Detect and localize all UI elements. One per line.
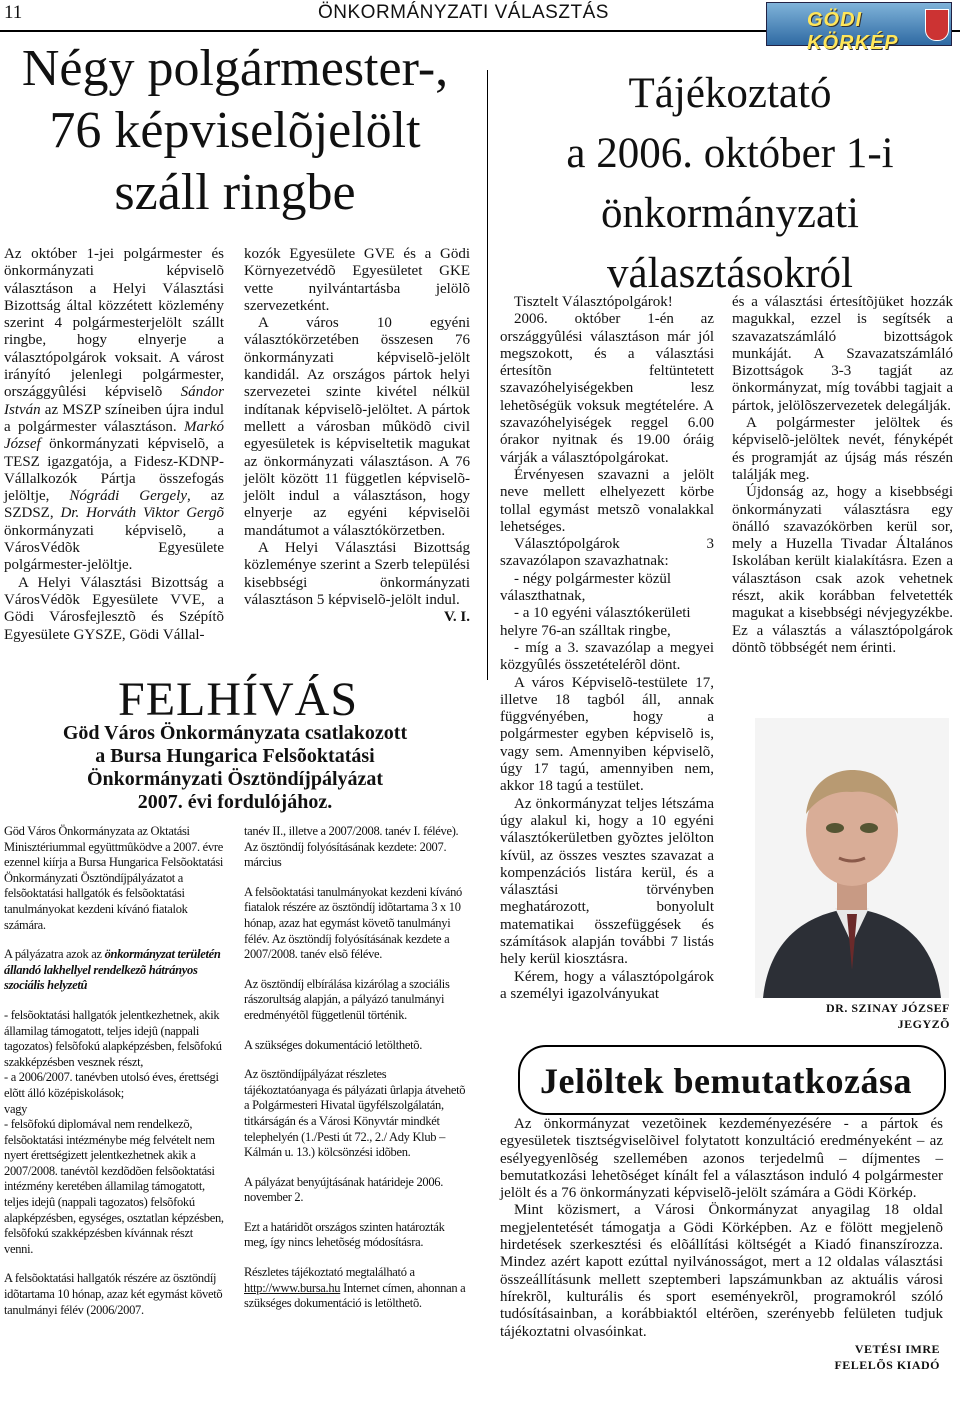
photo-caption-name: DR. SZINAY JÓZSEF <box>826 1001 950 1015</box>
portrait-photo <box>755 718 949 998</box>
photo-caption <box>740 1000 950 1032</box>
section-title: ÖNKORMÁNYZATI VÁLASZTÁS <box>318 2 609 23</box>
info-headline-line: a 2006. október 1-i <box>566 130 894 177</box>
intro-signature-name: VETÉSI IMRE <box>854 1341 940 1356</box>
intro-body-text: Az önkormányzat vezetõinek kezdeményezésére - a pártok és egyesületek tisztségviselõivel folytatott konzultáció eredményeként – az esélyegyenlõség szellemében azonos terjedelmû – díjmentes – bemutatkozási lehetõséget kínált fel a választáson induló 4 polgármester jelölt és a 76 önkormányzati képviselõ-jelölt számára a Gödi Körkép. Mint közismert, a Városi Önkormányzat anyagilag 18 oldal megjelentetését támogatja a Gödi Körképben. Az e fölött megjelenõ hirdetések szerkesztési és elõállítási költségét a Kiadó finanszírozza. Mindez azért kapott ezúttal nyilvánosságot, mert a 12 oldalas választási összeállításunk mellett szeptemberi lapszámunkban az aktuális városi hírekrõl, kulturális és sport eseményekrõl, programokról szóló tudósításainban, a korábbiaktól eltérõen, szerényebb felületen tudjuk tájékoztatni olvasóinkat. <box>500 1116 943 1340</box>
intro-signature-role: FELELÕS KIADÓ <box>834 1357 940 1372</box>
info-column-left: Tisztelt Választópolgárok! 2006. október 1-én az országgyûlési választáson már jól megszokott, és a választási értesítõn feltüntetett szavazóhelyiségekben lesz lehetõségük voksuk megtételére. A szavazóhelyiségek reggel 6.00 órakor nyitnak és 19.00 óráig várják a választópolgárokat. Érvényesen szavazni a jelölt neve mellett elhelyezett körbe tollal egymást metszõ vonalakkal lehetséges. Választópolgárok 3 szavazólapon szavazhatnak: - négy polgármester közül választhatnak, - a 10 egyéni választókerületi helyre 76-an szálltak ringbe, - míg a 3. szavazólap a megyei közgyûlés összetételérõl dönt. A város Képviselõ-testülete 17, illetve 18 tagból áll, annak függvényében, hogy a polgármester egyben képviselõ is, vagy sem. Amennyiben képviselõ, úgy 17 tagú, amennyiben nem, akkor 18 tagú a testület. Az önkormányzat teljes létszáma úgy alakul ki, hogy a 10 egyéni választókerületben gyõztes jelölton kívül, az összes vesztes szavazat a kompenzációs listára kerül, és a választási törvényben meghatározott, bonyolult matematikai összefüggések és számítások alapján további 7 listás hely kerül kiosztásra. Kérem, hogy a választópolgárok a személyi igazolványukat <box>500 294 714 1002</box>
page-number: 11 <box>4 2 23 23</box>
info-headline-line: választásokról <box>607 250 853 297</box>
info-headline-line: önkormányzati <box>601 190 859 237</box>
felhivas-subtitle <box>0 722 470 814</box>
felhivas-subtitle-line: 2007. évi fordulójához. <box>137 791 333 813</box>
article-signature: V. I. <box>444 609 470 626</box>
article-headline <box>0 38 470 224</box>
headline-line: 76 képviselõjelölt <box>49 102 421 159</box>
intro-signature <box>834 1341 940 1373</box>
logo-text: GÖDI KÖRKÉP <box>807 9 899 54</box>
info-headline <box>500 64 960 304</box>
info-headline-line: Tájékoztató <box>628 70 832 117</box>
article-column-right <box>244 246 470 627</box>
intro-body <box>500 1116 943 1372</box>
info-column-right: és a választási értesítõjüket hozzák magukkal, ezzel is segítsék a szavazatszámláló bizottságok munkáját. A Szavazatszámláló Bizottságok 3-3 tagját az önkormányzat, míg további tagjait a pártok, jelölõszervezetek delegálják. A polgármester jelöltek és képviselõ-jelöltek nevét, fényképét és programját az újság más részén találják meg. Újdonság az, hogy a kisebbségi önkormányzati választásra egy önálló szavazókörben kerül sor, mely a Huzella Tivadar Általános Iskolában került kialakításra. Ezen a választáson csak azok vehetnek részt, akik korábban felvetették magukat a kisebbségi névjegyzékbe. Ez a választás a választópolgárok döntõ többségét nem érinti. <box>732 294 953 656</box>
headline-line: száll ringbe <box>114 164 356 221</box>
crest-icon <box>925 9 949 41</box>
photo-caption-role: JEGYZÕ <box>897 1017 950 1031</box>
felhivas-subtitle-line: a Bursa Hungarica Felsõoktatási <box>95 745 375 767</box>
column-divider <box>487 70 488 680</box>
headline-line: Négy polgármester-, <box>21 40 449 97</box>
article-column-left: Az október 1-jei polgármester és önkormányzati képviselõ választáson a Helyi Választási Bizottság által közzétett közlemény szerint 4 polgármesterjelölt szállt ringbe, hogy elnyerje a választópolgárok voksait. A várost irányító jelenlegi polgármester, országgyûlési képviselõ Sándor István az MSZP színeiben újra indul a polgármester választáson. Markó József önkormányzati képviselõ, a TESZ igazgatója, a Fidesz-KDNP-Vállalkozók Pártja összefogás jelöltje, Nógrádi Gergely, az SZDSZ, Dr. Horváth Viktor Gergõ önkormányzati képviselõ, a VárosVédõk Egyesülete polgármester-jelöltje. A Helyi Választási Bizottság a VárosVédõk Egyesülete VVE, a Gödi Városfejlesztõ és Szépítõ Egyesülete GYSZE, Gödi Vállal- <box>4 246 224 643</box>
felhivas-subtitle-line: Göd Város Önkormányzata csatlakozott <box>62 722 408 744</box>
intro-title: Jelöltek bemutatkozása <box>540 1061 912 1101</box>
felhivas-title: FELHÍVÁS <box>118 673 359 726</box>
felhivas-subtitle-line: Önkormányzati Ösztöndíjpályázat <box>86 768 384 790</box>
portrait-figure-icon <box>755 718 949 998</box>
godi-korkep-logo <box>766 2 952 54</box>
felhivas-column-right: tanév II., illetve a 2007/2008. tanév I. féléve). Az ösztöndíj folyósításának kezdete: 2007. március A felsõoktatási tanulmányokat kezdeni kívánó fiatalok részére az ösztöndíj idõtartama 3 x 10 hónap, azaz hat egymást követõ tanulmányi félév. Az ösztöndíj folyósításának kezdete a 2007/2008. tanév elsõ féléve. Az ösztöndíj elbírálása kizárólag a szociális rászorultság alapján, a pályázó tanulmányi eredményétõl függetlenül történik. A szükséges dokumentáció letölthetõ. Az ösztöndíjpályázat részletes tájékoztatóanyaga és pályázati ûrlapja átvehetõ a Polgármesteri Hivatal ügyfélszolgálatán, titkárságán és a Városi Könyvtár mindkét telephelyén (1./Pesti út 72., 2./ Ady Klub – Kálmán u. 13.) kölcsönzési idõben. A pályázat benyújtásának határideje 2006. november 2. Ezt a határidõt országos szinten határozták meg, így nincs lehetõség módosításra. Részletes tájékoztató megtalálható a http://www.bursa.hu Internet címen, ahonnan a szükséges dokumentáció is letölthetõ. <box>244 824 466 1311</box>
felhivas-column-left: Göd Város Önkormányzata az Oktatási Minisztériummal együttmûködve a 2007. évre ezennel kiírja a Bursa Hungarica Felsõoktatási Önkormányzati Ösztöndíjpályázatot a felsõoktatási hallgatók és felsõoktatási tanulmányokat kezdeni kívánó fiatalok számára. A pályázatra azok az önkormányzat területén állandó lakhellyel rendelkezõ hátrányos szociális helyzetû - felsõoktatási hallgatók jelentkezhetnek, akik államilag támogatott, teljes idejû (nappali tagozatos) felsõfokú alapképzésben, felsõfokú szakképzésben vesznek részt, - a 2006/2007. tanévben utolsó éves, érettségi elõtt álló középiskolások; vagy - felsõfokú diplomával nem rendelkezõ, felsõoktatási intézménybe még felvételt nem nyert érettségizett jelentkezhetnek akik a 2007/2008. tanévtõl kezdõdõen felsõoktatási intézmény keretében államilag támogatott, teljes idejû (nappali tagozatos) felsõfokú alapképzésben, egységes, osztatlan képzésben, felsõfokú szakképzésben kívánnak részt venni. A felsõoktatási hallgatók részére az ösztöndíj idõtartama 10 hónap, azaz két egymást követõ tanulmányi félév (2006/2007. <box>4 824 224 1317</box>
article-column-right-text: kozók Egyesülete GVE és a Gödi Környezetvédõ Egyesületet GKE vette nyilvántartásba jelölõ szervezetként. A város 10 egyéni választókörzetében összesen 76 önkormányzati képviselõ-jelölt kandidál. Az országos pártok helyi szervezetei szinte kivétel nélkül indítanak képviselõ-jelöltet. A pártok mellett a városban mûködõ civil egyesületek is képviseltetik magukat az önkormányzati választáson. A 76 jelölt között 11 független képviselõ-jelölt indul a választáson, hogy elnyerje az egyéni képviselõi mandátumot a választókörzetben. A Helyi Választási Bizottság közleménye szerint a Szerb települési kisebbségi önkormányzati választáson 5 képviselõ-jelölt indul. <box>244 246 470 608</box>
